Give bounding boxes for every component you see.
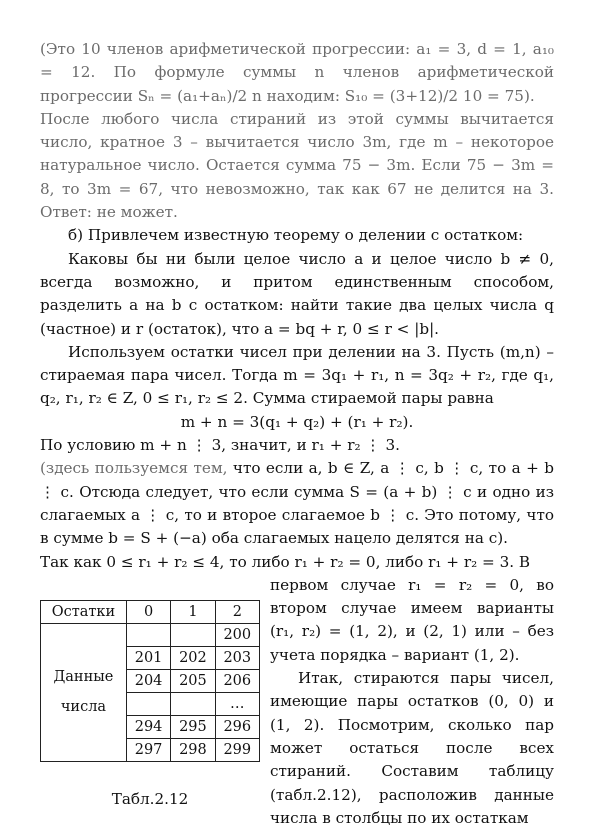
table-cell: 201 bbox=[126, 646, 170, 669]
table-cell bbox=[171, 692, 215, 715]
table-cell: 204 bbox=[126, 669, 170, 692]
remainders-paragraph: Используем остатки чисел при делении на 3. Пусть (m,n) – стираемая пара чисел. Тогда m = 3q₁ + r₁, n = 3q₂ + r₂, где q₁, q₂, r₁, r₂ ∈ Z, 0 ≤ r₁, r₂ ≤ 2. Сумма стираемой пары равна bbox=[40, 342, 554, 408]
sum-formula: m + n = 3(q₁ + q₂) + (r₁ + r₂). bbox=[180, 412, 414, 431]
table-cell: 202 bbox=[171, 646, 215, 669]
divisibility-rest: что если a, b ∈ Z, a ⋮ c, b ⋮ c, то a + b ⋮ c. Отсюда следует, что если сумма S = (a + b) ⋮ c и одно из слагаемых a ⋮ c, то и второе слагаемое b ⋮ c. Это потому, что в сумме b = S + (−a) оба слагаемых нацело делятся на c). bbox=[40, 459, 554, 548]
row-label-line: Данные bbox=[53, 669, 114, 686]
side-column bbox=[270, 574, 554, 830]
table-cell: 205 bbox=[171, 669, 215, 692]
table-block bbox=[40, 574, 260, 810]
table-cell: 294 bbox=[126, 715, 170, 738]
page bbox=[40, 38, 554, 830]
table-cell bbox=[126, 692, 170, 715]
table-caption: Табл.2.12 bbox=[111, 789, 189, 808]
side-paragraph-2: Итак, стираются пары чисел, имеющие пары остатков (0, 0) и (1, 2). Посмотрим, сколько пар может остаться после всех стираний. Составим таблицу (табл.2.12), расположив данные числа в столбцы по их остаткам bbox=[270, 669, 554, 827]
table-header-cell: 0 bbox=[126, 600, 170, 623]
table-header-cell: 1 bbox=[171, 600, 215, 623]
since-line: Так как 0 ≤ r₁ + r₂ ≤ 4, то либо r₁ + r₂ = 0, либо r₁ + r₂ = 3. В bbox=[40, 552, 531, 571]
table-section bbox=[40, 574, 554, 830]
table-cell bbox=[126, 623, 170, 646]
gray-paragraph-2: После любого числа стираний из этой суммы вычитается число, кратное 3 – вычитается число 3m, где m – некоторое натуральное число. Остается сумма 75 − 3m. Если 75 − 3m = 8, то 3m = 67, что невозможно, так как 67 не делится на 3. Ответ: не может. bbox=[40, 109, 554, 222]
table-header-cell: 2 bbox=[215, 600, 259, 623]
table-header-cell: Остатки bbox=[41, 600, 127, 623]
table-cell: … bbox=[215, 692, 259, 715]
divisibility-gray-lead: (здесь пользуемся тем, bbox=[40, 459, 233, 478]
remainders-table bbox=[40, 600, 260, 762]
table-cell: 206 bbox=[215, 669, 259, 692]
side-paragraph-1: первом случае r₁ = r₂ = 0, во втором случае имеем варианты (r₁, r₂) = (1, 2), и (2, 1) или – без учета порядка – вариант (1, 2). bbox=[270, 575, 554, 664]
table-cell: 296 bbox=[215, 715, 259, 738]
condition-line: По условию m + n ⋮ 3, значит, и r₁ + r₂ ⋮ 3. bbox=[40, 436, 400, 455]
gray-paragraph-1: (Это 10 членов арифметической прогрессии: a₁ = 3, d = 1, a₁₀ = 12. По формуле суммы n членов арифметической прогрессии Sₙ = (a₁+aₙ)/2 n находим: S₁₀ = (3+12)/2 10 = 75). bbox=[40, 40, 554, 105]
row-label-line: числа bbox=[60, 699, 107, 716]
table-cell: 295 bbox=[171, 715, 215, 738]
table-cell: 297 bbox=[126, 738, 170, 761]
row-label-cell bbox=[41, 623, 127, 761]
table-row bbox=[41, 623, 260, 646]
table-cell: 200 bbox=[215, 623, 259, 646]
divisibility-paragraph bbox=[40, 457, 554, 550]
table-cell: 203 bbox=[215, 646, 259, 669]
part-b-intro: б) Привлечем известную теорему о делении с остатком: bbox=[68, 226, 524, 245]
table-cell: 298 bbox=[171, 738, 215, 761]
table-cell bbox=[171, 623, 215, 646]
table-header-row bbox=[41, 600, 260, 623]
table-cell: 299 bbox=[215, 738, 259, 761]
theorem-text: Каковы бы ни были целое число a и целое число b ≠ 0, всегда возможно, и притом единственным способом, разделить a на b с остатком: найти такие два целых числа q (частное) и r (остаток), что a = bq + r, 0 ≤ r < |b|. bbox=[40, 249, 554, 338]
